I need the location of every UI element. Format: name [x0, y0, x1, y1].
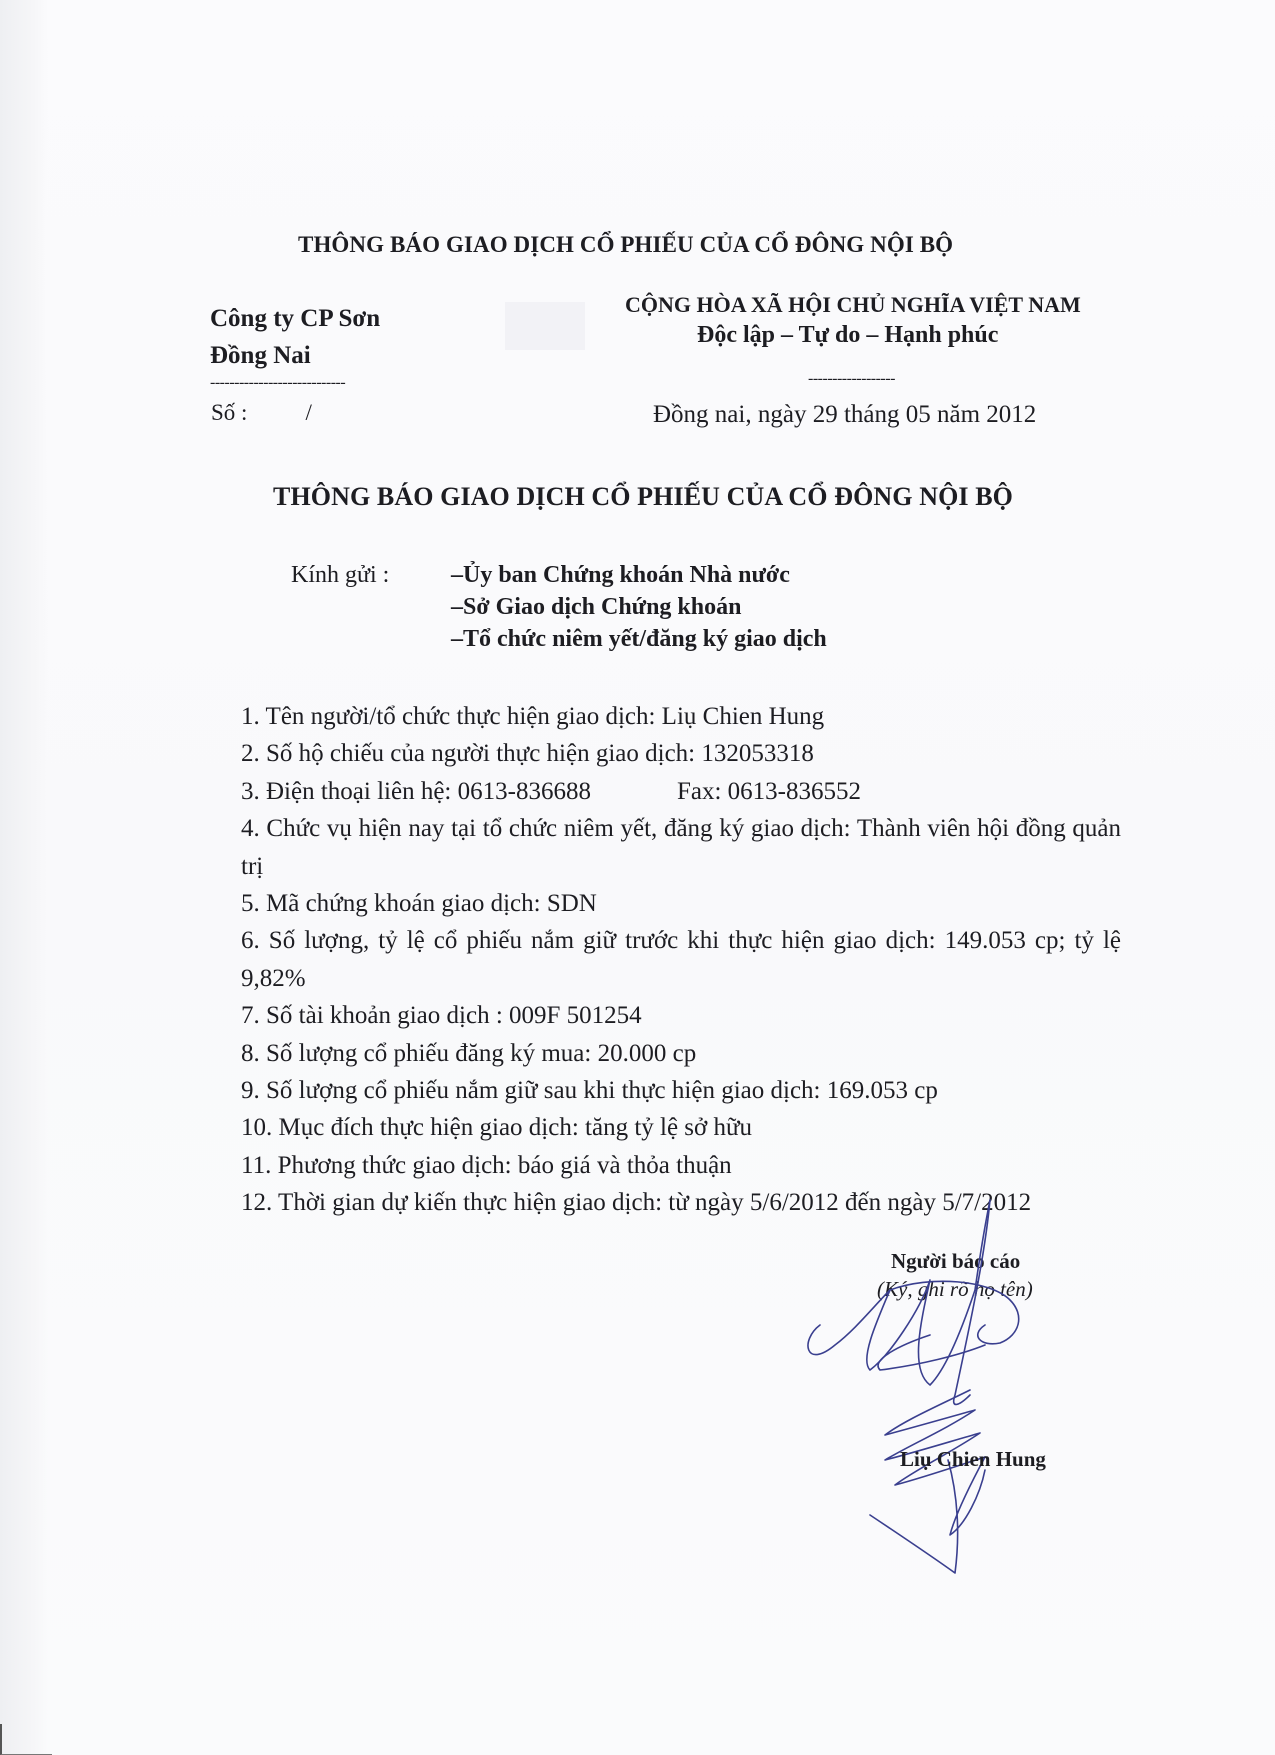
- list-item: 2. Số hộ chiếu của người thực hiện giao dịch: 132053318: [241, 740, 814, 768]
- list-item: 12. Thời gian dự kiến thực hiện giao dịch: từ ngày 5/6/2012 đến ngày 5/7/2012: [241, 1189, 1032, 1217]
- list-item: 1. Tên người/tổ chức thực hiện giao dịch: Liụ Chien Hung: [241, 703, 825, 730]
- list-item: 8. Số lượng cổ phiếu đăng ký mua: 20.000 cp: [241, 1039, 697, 1067]
- main-title: THÔNG BÁO GIAO DỊCH CỔ PHIẾU CỦA CỔ ĐÔNG NỘI BỘ: [273, 482, 1013, 511]
- list-item: 7. Số tài khoản giao dịch : 009F 501254: [241, 1002, 642, 1030]
- signature-strokes: [808, 1200, 1019, 1573]
- company-name-line-2: Đồng Nai: [210, 342, 311, 369]
- signature-stroke-bottom: [870, 1460, 958, 1573]
- list-item: 6. Số lượng, tỷ lệ cổ phiếu nắm giữ trước khi thực hiện giao dịch: 149.053 cp; tỷ lệ 9,82%: [241, 927, 1121, 992]
- top-title: THÔNG BÁO GIAO DỊCH CỔ PHIẾU CỦA CỔ ĐÔNG NỘI BỘ: [298, 232, 954, 257]
- company-name-line-1: Công ty CP Sơn: [210, 305, 381, 332]
- company-divider: ----------------------------: [210, 374, 346, 391]
- signer-name: Liụ Chien Hung: [900, 1447, 1046, 1471]
- list-item: 5. Mã chứng khoán giao dịch: SDN: [241, 890, 597, 918]
- list-item: 11. Phương thức giao dịch: báo giá và thỏa thuận: [241, 1151, 732, 1179]
- national-motto: Độc lập – Tự do – Hạnh phúc: [697, 322, 999, 348]
- signature-stroke-loop: [890, 1281, 1019, 1344]
- nation-divider: ------------------: [808, 370, 895, 387]
- recipient-item: –Ủy ban Chứng khoán Nhà nước: [451, 562, 790, 588]
- nation-heading: CỘNG HÒA XÃ HỘI CHỦ NGHĨA VIỆT NAM: [625, 292, 1081, 317]
- list-item-phone: [241, 773, 1121, 810]
- date-line: Đồng nai, ngày 29 tháng 05 năm 2012: [653, 401, 1037, 428]
- list-item: 9. Số lượng cổ phiếu nắm giữ sau khi thực hiện giao dịch: 169.053 cp: [241, 1077, 938, 1105]
- signer-role: Người báo cáo: [891, 1249, 1021, 1273]
- declaration-list: [241, 698, 1121, 1222]
- fax-text: Fax: 0613-836552: [676, 777, 861, 805]
- recipient-label: Kính gửi :: [291, 562, 390, 588]
- recipient-item: –Tổ chức niêm yết/đăng ký giao dịch: [451, 626, 827, 652]
- signature-stroke-cross: [878, 1335, 985, 1370]
- company-name: [210, 300, 380, 374]
- list-item: 10. Mục đích thực hiện giao dịch: tăng tỷ lệ sở hữu: [241, 1114, 753, 1142]
- handwritten-signature: [780, 1195, 1110, 1575]
- list-item: 4. Chức vụ hiện nay tại tổ chức niêm yết, đăng ký giao dịch: Thành viên hội đồng quản trị: [241, 815, 1121, 880]
- document-number: [211, 400, 312, 426]
- document-number-label: Số :: [211, 400, 248, 425]
- scan-smudge: [505, 302, 585, 350]
- recipient-item: –Sở Giao dịch Chứng khoán: [451, 594, 742, 620]
- scan-corner-mark: [0, 1724, 52, 1755]
- document-number-slash: /: [305, 400, 312, 425]
- phone-text: 3. Điện thoại liên hệ: 0613-836688: [241, 777, 591, 805]
- scan-shadow-left: [0, 0, 48, 1755]
- signer-note: (Ký, ghi rõ họ tên): [877, 1277, 1033, 1301]
